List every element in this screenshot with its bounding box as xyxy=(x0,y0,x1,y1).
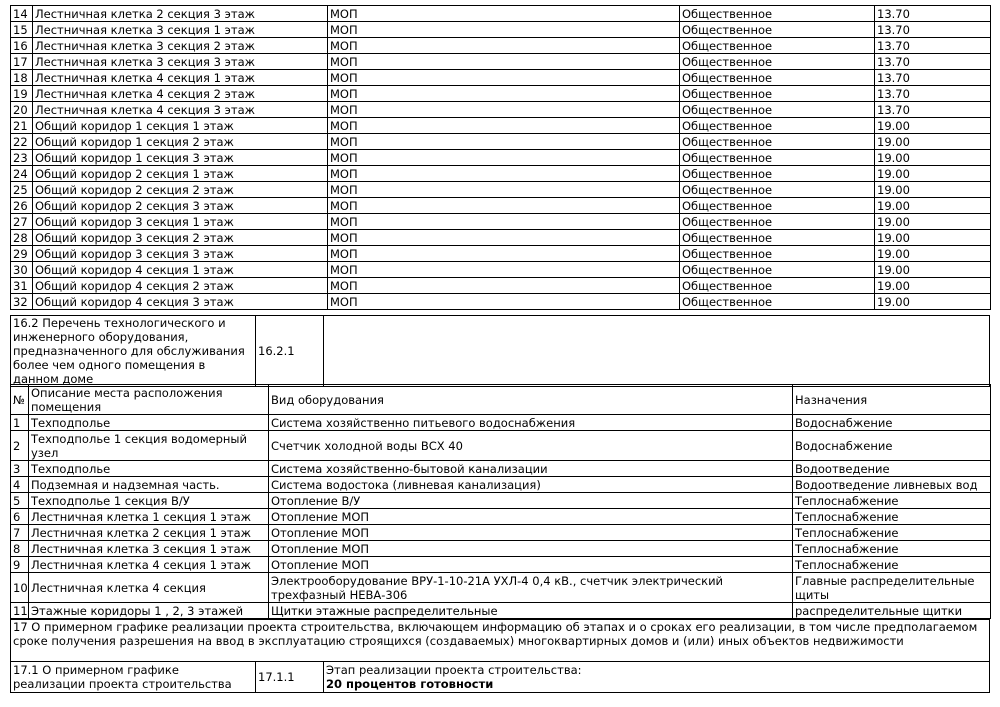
premise-name: Общий коридор 4 секция 1 этаж xyxy=(33,262,328,278)
equipment-type: Электрооборудование ВРУ-1-10-21А УХЛ-4 0,4 кВ., счетчик электрический трехфазный НЕВА-306 xyxy=(269,573,793,603)
equipment-location: Техподполье xyxy=(29,415,269,431)
equipment-location: Лестничная клетка 4 секция xyxy=(29,573,269,603)
row-number: 24 xyxy=(11,166,33,182)
table-row xyxy=(11,603,991,619)
premise-purpose: Общественное xyxy=(680,278,875,294)
row-number: 23 xyxy=(11,150,33,166)
equipment-purpose: Теплоснабжение xyxy=(793,493,991,509)
premise-purpose: Общественное xyxy=(680,246,875,262)
equipment-location: Техподполье 1 секция В/У xyxy=(29,493,269,509)
row-number: 29 xyxy=(11,246,33,262)
header-number: № xyxy=(11,385,29,415)
premise-name: Общий коридор 3 секция 1 этаж xyxy=(33,214,328,230)
premise-type: МОП xyxy=(328,230,680,246)
equipment-type: Отопление МОП xyxy=(269,509,793,525)
row-number: 15 xyxy=(11,22,33,38)
premise-purpose: Общественное xyxy=(680,214,875,230)
equipment-location: Лестничная клетка 3 секция 1 этаж xyxy=(29,541,269,557)
row-number: 26 xyxy=(11,198,33,214)
row-number: 20 xyxy=(11,102,33,118)
row-number: 31 xyxy=(11,278,33,294)
row-number: 3 xyxy=(11,461,29,477)
premise-area: 19.00 xyxy=(875,118,991,134)
table-row xyxy=(11,477,991,493)
equipment-purpose: Водоснабжение xyxy=(793,415,991,431)
table-row xyxy=(11,150,991,166)
row-number: 27 xyxy=(11,214,33,230)
premise-name: Лестничная клетка 3 секция 3 этаж xyxy=(33,54,328,70)
premise-area: 13.70 xyxy=(875,70,991,86)
row-number: 10 xyxy=(11,573,29,603)
premise-area: 19.00 xyxy=(875,150,991,166)
table-row xyxy=(11,230,991,246)
premise-name: Общий коридор 3 секция 2 этаж xyxy=(33,230,328,246)
row-number: 7 xyxy=(11,525,29,541)
table-row xyxy=(11,461,991,477)
equipment-type: Система хозяйственно питьевого водоснабжения xyxy=(269,415,793,431)
row-number: 9 xyxy=(11,557,29,573)
row-number: 5 xyxy=(11,493,29,509)
table-row xyxy=(11,573,991,603)
table-row xyxy=(11,493,991,509)
premise-name: Общий коридор 2 секция 3 этаж xyxy=(33,198,328,214)
premise-area: 13.70 xyxy=(875,38,991,54)
equipment-purpose: Теплоснабжение xyxy=(793,509,991,525)
equipment-purpose: Водоотведение xyxy=(793,461,991,477)
table-row xyxy=(11,166,991,182)
row-number: 30 xyxy=(11,262,33,278)
premise-name: Лестничная клетка 3 секция 1 этаж xyxy=(33,22,328,38)
premise-type: МОП xyxy=(328,294,680,310)
premise-type: МОП xyxy=(328,70,680,86)
premise-type: МОП xyxy=(328,102,680,118)
table-row xyxy=(11,198,991,214)
premise-name: Лестничная клетка 2 секция 3 этаж xyxy=(33,6,328,22)
premise-purpose: Общественное xyxy=(680,134,875,150)
premise-type: МОП xyxy=(328,278,680,294)
premise-area: 13.70 xyxy=(875,102,991,118)
premise-type: МОП xyxy=(328,166,680,182)
equipment-type: Отопление МОП xyxy=(269,541,793,557)
premise-type: МОП xyxy=(328,246,680,262)
premise-purpose: Общественное xyxy=(680,118,875,134)
row-number: 16 xyxy=(11,38,33,54)
table-row xyxy=(11,134,991,150)
stage-label: Этап реализации проекта строительства: xyxy=(326,663,582,677)
equipment-purpose: Теплоснабжение xyxy=(793,525,991,541)
premise-name: Общий коридор 2 секция 1 этаж xyxy=(33,166,328,182)
premise-area: 19.00 xyxy=(875,198,991,214)
stage-value: 20 процентов готовности xyxy=(326,677,494,691)
equipment-type: Система водостока (ливневая канализация) xyxy=(269,477,793,493)
premise-type: МОП xyxy=(328,38,680,54)
premise-purpose: Общественное xyxy=(680,86,875,102)
row-number: 19 xyxy=(11,86,33,102)
equipment-location: Техподполье 1 секция водомерный узел xyxy=(29,431,269,461)
equipment-type: Отопление МОП xyxy=(269,557,793,573)
table-row xyxy=(11,557,991,573)
premise-purpose: Общественное xyxy=(680,70,875,86)
premise-name: Общий коридор 4 секция 3 этаж xyxy=(33,294,328,310)
row-number: 22 xyxy=(11,134,33,150)
equipment-purpose: Теплоснабжение xyxy=(793,557,991,573)
row-number: 17 xyxy=(11,54,33,70)
table-row xyxy=(11,294,991,310)
premises-table xyxy=(10,5,991,310)
row-number: 14 xyxy=(11,6,33,22)
header-purpose: Назначения xyxy=(793,385,991,415)
table-row xyxy=(11,22,991,38)
row-number: 18 xyxy=(11,70,33,86)
equipment-location: Этажные коридоры 1 , 2, 3 этажей xyxy=(29,603,269,619)
equipment-type: Отопление МОП xyxy=(269,525,793,541)
premise-name: Лестничная клетка 3 секция 2 этаж xyxy=(33,38,328,54)
premise-area: 19.00 xyxy=(875,278,991,294)
premise-purpose: Общественное xyxy=(680,102,875,118)
premise-purpose: Общественное xyxy=(680,38,875,54)
row-number: 32 xyxy=(11,294,33,310)
premise-purpose: Общественное xyxy=(680,230,875,246)
section-17-1 xyxy=(10,661,990,693)
table-row xyxy=(11,525,991,541)
premise-type: МОП xyxy=(328,54,680,70)
premise-type: МОП xyxy=(328,262,680,278)
premise-purpose: Общественное xyxy=(680,198,875,214)
equipment-type: Счетчик холодной воды ВСХ 40 xyxy=(269,431,793,461)
table-row xyxy=(11,415,991,431)
section-17-1-stage xyxy=(324,662,990,693)
row-number: 8 xyxy=(11,541,29,557)
premise-name: Общий коридор 1 секция 2 этаж xyxy=(33,134,328,150)
premise-name: Общий коридор 1 секция 1 этаж xyxy=(33,118,328,134)
premise-purpose: Общественное xyxy=(680,182,875,198)
table-row xyxy=(11,118,991,134)
premise-area: 19.00 xyxy=(875,166,991,182)
premise-name: Общий коридор 4 секция 2 этаж xyxy=(33,278,328,294)
premise-area: 19.00 xyxy=(875,182,991,198)
section-17 xyxy=(10,619,990,662)
premise-type: МОП xyxy=(328,214,680,230)
equipment-purpose: Водоснабжение xyxy=(793,431,991,461)
equipment-location: Лестничная клетка 1 секция 1 этаж xyxy=(29,509,269,525)
table-row xyxy=(11,70,991,86)
equipment-purpose: распределительные щитки xyxy=(793,603,991,619)
row-number: 2 xyxy=(11,431,29,461)
table-row xyxy=(11,38,991,54)
premise-name: Лестничная клетка 4 секция 3 этаж xyxy=(33,102,328,118)
section-17-title: 17 О примерном графике реализации проекта строительства, включающем информацию об этапах и о сроках его реализации, в том числе предполагаемом сроке получения разрешения на ввод в эксплуатацию строящихся (создаваемых) многоквартирных домов и (или) иных объектов недвижимости xyxy=(11,620,990,662)
premise-purpose: Общественное xyxy=(680,294,875,310)
table-row xyxy=(11,6,991,22)
table-row xyxy=(11,182,991,198)
table-row xyxy=(11,86,991,102)
premise-type: МОП xyxy=(328,150,680,166)
premise-area: 19.00 xyxy=(875,214,991,230)
table-row xyxy=(11,509,991,525)
equipment-type: Отопление В/У xyxy=(269,493,793,509)
premise-name: Общий коридор 2 секция 2 этаж xyxy=(33,182,328,198)
equipment-purpose: Главные распределительные щиты xyxy=(793,573,991,603)
premise-purpose: Общественное xyxy=(680,54,875,70)
equipment-location: Подземная и надземная часть. xyxy=(29,477,269,493)
premise-type: МОП xyxy=(328,118,680,134)
row-number: 6 xyxy=(11,509,29,525)
table-row xyxy=(11,541,991,557)
equipment-type: Щитки этажные распределительные xyxy=(269,603,793,619)
premise-area: 13.70 xyxy=(875,54,991,70)
premise-area: 13.70 xyxy=(875,86,991,102)
premise-area: 19.00 xyxy=(875,246,991,262)
section-16-2 xyxy=(10,315,990,387)
equipment-purpose: Теплоснабжение xyxy=(793,541,991,557)
section-17-1-code: 17.1.1 xyxy=(256,662,324,693)
section-17-1-title: 17.1 О примерном графике реализации проекта строительства xyxy=(11,662,256,693)
table-row xyxy=(11,431,991,461)
table-row xyxy=(11,214,991,230)
premise-purpose: Общественное xyxy=(680,166,875,182)
premise-type: МОП xyxy=(328,6,680,22)
premise-purpose: Общественное xyxy=(680,6,875,22)
table-row xyxy=(11,278,991,294)
row-number: 11 xyxy=(11,603,29,619)
table-row xyxy=(11,246,991,262)
premise-purpose: Общественное xyxy=(680,22,875,38)
premise-name: Лестничная клетка 4 секция 2 этаж xyxy=(33,86,328,102)
row-number: 1 xyxy=(11,415,29,431)
equipment-purpose: Водоотведение ливневых вод xyxy=(793,477,991,493)
table-row xyxy=(11,102,991,118)
premise-type: МОП xyxy=(328,182,680,198)
equipment-type: Система хозяйственно-бытовой канализации xyxy=(269,461,793,477)
row-number: 21 xyxy=(11,118,33,134)
row-number: 25 xyxy=(11,182,33,198)
premise-area: 19.00 xyxy=(875,294,991,310)
table-row xyxy=(11,54,991,70)
premise-area: 19.00 xyxy=(875,134,991,150)
equipment-location: Техподполье xyxy=(29,461,269,477)
premise-area: 13.70 xyxy=(875,6,991,22)
row-number: 28 xyxy=(11,230,33,246)
premise-type: МОП xyxy=(328,22,680,38)
equipment-table xyxy=(10,384,991,619)
premise-purpose: Общественное xyxy=(680,262,875,278)
section-16-2-code: 16.2.1 xyxy=(256,316,324,387)
header-location: Описание места расположения помещения xyxy=(29,385,269,415)
premise-area: 19.00 xyxy=(875,262,991,278)
premise-area: 13.70 xyxy=(875,22,991,38)
section-16-2-value xyxy=(324,316,990,387)
equipment-location: Лестничная клетка 2 секция 1 этаж xyxy=(29,525,269,541)
row-number: 4 xyxy=(11,477,29,493)
premise-type: МОП xyxy=(328,134,680,150)
premise-type: МОП xyxy=(328,86,680,102)
premise-name: Лестничная клетка 4 секция 1 этаж xyxy=(33,70,328,86)
table-row xyxy=(11,262,991,278)
premise-purpose: Общественное xyxy=(680,150,875,166)
premise-name: Общий коридор 1 секция 3 этаж xyxy=(33,150,328,166)
section-16-2-title: 16.2 Перечень технологического и инженерного оборудования, предназначенного для обслуживания более чем одного помещения в данном доме xyxy=(11,316,256,387)
premise-area: 19.00 xyxy=(875,230,991,246)
header-equipment-type: Вид оборудования xyxy=(269,385,793,415)
premise-type: МОП xyxy=(328,198,680,214)
premise-name: Общий коридор 3 секция 3 этаж xyxy=(33,246,328,262)
equipment-location: Лестничная клетка 4 секция 1 этаж xyxy=(29,557,269,573)
